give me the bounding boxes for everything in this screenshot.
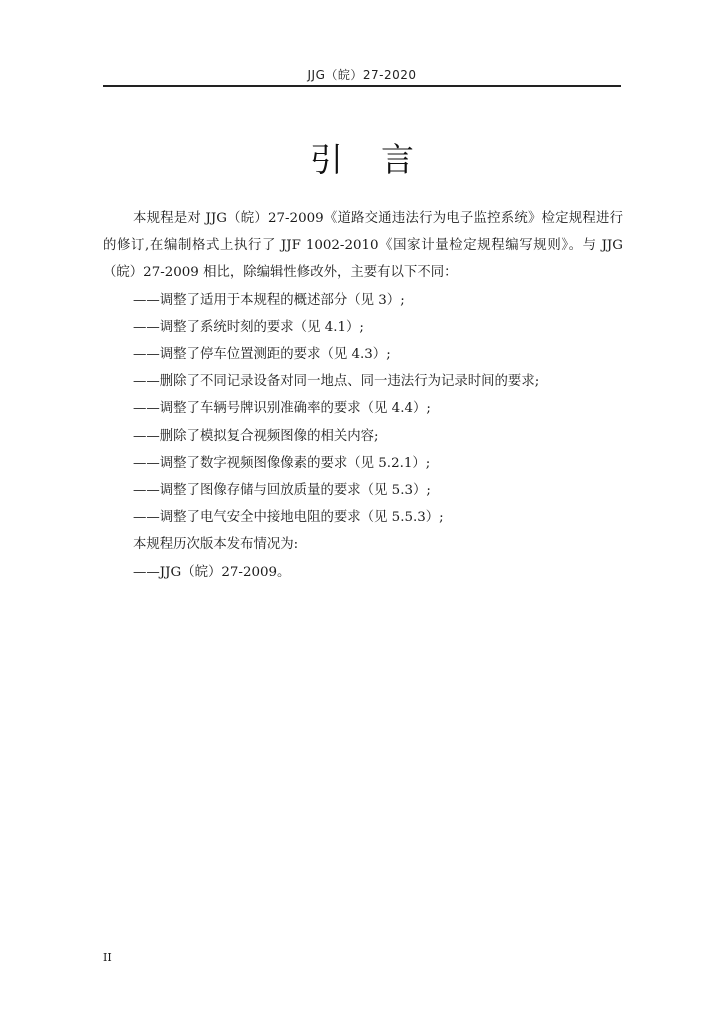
intro-paragraph: 本规程是对 JJG（皖）27-2009《道路交通违法行为电子监控系统》检定规程进行的修订,在编制格式上执行了 JJF 1002-2010《国家计量检定规程编写规则》。与 JJG（皖）27-2009 相比，除编辑性修改外，主要有以下不同： bbox=[103, 211, 623, 281]
document-body bbox=[103, 205, 623, 586]
history-label: 本规程历次版本发布情况为: bbox=[133, 537, 299, 553]
page-title: 引言 bbox=[310, 140, 452, 179]
header-rule bbox=[103, 85, 621, 87]
change-item-2: ——调整了系统时刻的要求（见 4.1）; bbox=[133, 319, 364, 335]
change-item-9: ——调整了电气安全中接地电阻的要求（见 5.5.3）; bbox=[133, 510, 444, 526]
change-item-7: ——调整了数字视频图像像素的要求（见 5.2.1）; bbox=[133, 455, 431, 471]
change-item-1: ——调整了适用于本规程的概述部分（见 3）; bbox=[133, 292, 405, 308]
change-item-4: ——删除了不同记录设备对同一地点、同一违法行为记录时间的要求; bbox=[133, 374, 540, 390]
page-number: II bbox=[103, 951, 112, 964]
running-header: JJG（皖）27-2020 bbox=[307, 68, 417, 82]
change-item-3: ——调整了停车位置测距的要求（见 4.3）; bbox=[133, 347, 391, 363]
change-item-8: ——调整了图像存储与回放质量的要求（见 5.3）; bbox=[133, 483, 431, 499]
history-item-1: ——JJG（皖）27-2009。 bbox=[133, 564, 291, 580]
change-item-5: ——调整了车辆号牌识别准确率的要求（见 4.4）; bbox=[133, 401, 431, 417]
change-item-6: ——删除了模拟复合视频图像的相关内容; bbox=[133, 428, 379, 444]
